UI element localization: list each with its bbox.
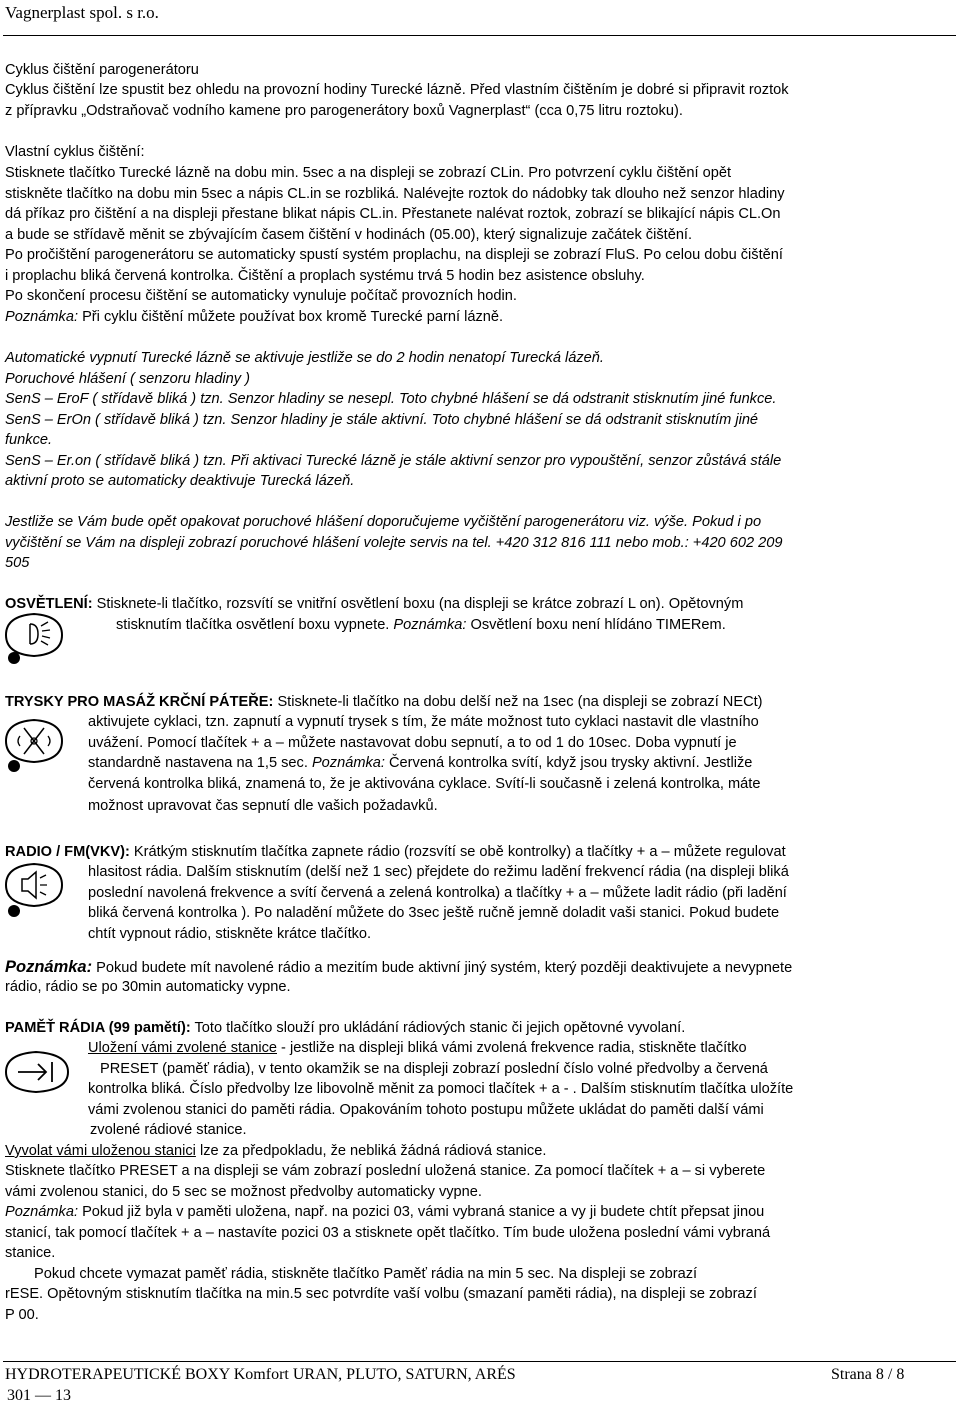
paragraph-line: i proplachu bliká červená kontrolka. Čištění a proplach systému trvá 5 hodin bez asistence obsluhy. bbox=[5, 268, 645, 284]
page-header bbox=[3, 0, 956, 36]
radio-note-text: Pokud budete mít navolené rádio a mezitím bude aktivní jiný systém, který později deaktivujete a nevypnete bbox=[92, 960, 793, 976]
jets-line bbox=[88, 753, 752, 774]
speaker-button-icon bbox=[2, 856, 68, 918]
light-text: Stisknete-li tlačítko, rozsvítí se vnitřní osvětlení boxu (na displeji se krátce zobrazí L on). Opětovným bbox=[92, 596, 744, 612]
radio-note-line bbox=[5, 957, 792, 979]
memory-line bbox=[5, 1018, 685, 1039]
footer-title: HYDROTERAPEUTICKÉ BOXY Komfort URAN, PLUTO, SATURN, ARÉS bbox=[5, 1366, 516, 1383]
memory-text: Pokud již byla v paměti uložena, např. na pozici 03, vámi vybraná stanice a vy ji budete chtít přepsat jinou bbox=[78, 1204, 765, 1220]
paragraph-line: Stisknete tlačítko Turecké lázně na dobu min. 5sec a na displeji se zobrazí CLin. Pro potvrzení cyklu čištění opět bbox=[5, 165, 732, 181]
error-line: funkce. bbox=[5, 432, 53, 448]
memory-text: - jestliže na displeji bliká vámi zvolená frekvence radia, stiskněte tlačítko bbox=[277, 1040, 747, 1056]
memory-text: Toto tlačítko slouží pro ukládání rádiových stanic či jejich opětovné vyvolaní. bbox=[190, 1020, 686, 1036]
document-code: 301 — 13 bbox=[7, 1387, 71, 1404]
lamp-button-icon bbox=[2, 606, 68, 664]
subtitle-own-cycle: Vlastní cyklus čištění: bbox=[5, 144, 145, 160]
jets-line: červená kontrolka bliká, znamená to, že je aktivována cyklace. Svítí-li současně i zelená kontrolka, máte bbox=[88, 776, 761, 792]
service-line: Jestliže se Vám bude opět opakovat poruchové hlášení doporučujeme vyčištění parogenerátoru viz. výše. Pokud i po bbox=[5, 514, 762, 530]
jets-line: aktivujete cyklaci, tzn. zapnutí a vypnutí trysek s tím, že máte možnost tuto cyklaci nastavit dle vlastního bbox=[88, 714, 759, 730]
service-line: 505 bbox=[5, 555, 30, 571]
memory-label: PAMĚŤ RÁDIA (99 pamětí): bbox=[5, 1020, 191, 1036]
light-label: OSVĚTLENÍ: bbox=[5, 596, 93, 612]
memory-line bbox=[88, 1038, 747, 1059]
jets-text: standardně nastavena na 1,5 sec. bbox=[88, 755, 312, 771]
paragraph-line: Po skončení procesu čištění se automaticky vynuluje počítač provozních hodin. bbox=[5, 288, 517, 304]
memory-line: vámi zvolenou stanici do paměti rádia. Opakováním tohoto postupu můžete ukládat do paměti další vámi bbox=[88, 1102, 764, 1118]
preset-button-icon bbox=[2, 1048, 72, 1100]
error-line: SenS – ErOn ( střídavě bliká ) tzn. Senzor hladiny je stále aktivní. Toto chybné hlášení se dá odstranit stisknutím jiné bbox=[5, 412, 759, 428]
jets-line bbox=[5, 692, 763, 713]
memory-line bbox=[5, 1202, 764, 1223]
memory-line: kontrolka bliká. Číslo předvolby lze libovolně měnit za pomoci tlačítek + a - . Dalším stisknutím tlačítka uložíte bbox=[88, 1081, 794, 1097]
paragraph-line: Po pročištění parogenerátoru se automaticky spustí systém proplachu, na displeji se zobrazí FluS. Po celou dobu čištění bbox=[5, 247, 783, 263]
memory-line: PRESET (paměť rádia), v tento okamžik se na displeji zobrazí poslední číslo volné předvolby a červená bbox=[100, 1061, 768, 1077]
memory-text: lze za předpokladu, že nebliká žádná rádiová stanice. bbox=[195, 1143, 547, 1159]
error-line: aktivní proto se automaticky deaktivuje Turecká lázeň. bbox=[5, 473, 355, 489]
company-name: Vagnerplast spol. s r.o. bbox=[5, 3, 159, 22]
memory-subheading: Uložení vámi zvolené stanice bbox=[88, 1040, 277, 1056]
paragraph-line: a bude se střídavě měnit se zbývajícím časem čištění v hodinách (05.00), který signalizuje začátek čištění. bbox=[5, 227, 693, 243]
memory-line: stanice. bbox=[5, 1245, 56, 1261]
page-number: Strana 8 / 8 bbox=[831, 1366, 905, 1383]
auto-off-line: Automatické vypnutí Turecké lázně se aktivuje jestliže se do 2 hodin nenatopí Turecká lázeň. bbox=[5, 350, 604, 366]
jets-line: uvážení. Pomocí tlačítek + a – můžete nastavovat dobu sepnutí, a to od 1 do 10sec. Doba vypnutí je bbox=[88, 735, 737, 751]
paragraph-line: dá příkaz pro čištění a na displeji přestane blikat nápis CL.in. Přestanete nalévat roztok, zobrazí se blikající nápis CL.On bbox=[5, 206, 781, 222]
jets-text: Červená kontrolka svítí, když jsou trysky aktivní. Jestliže bbox=[384, 755, 753, 771]
note-label: Poznámka: bbox=[5, 958, 93, 976]
service-line: vyčištění se Vám na displeji zobrazí poruchové hlášení volejte servis na tel. +420 312 816 111 nebo mob.: +420 602 209 bbox=[5, 535, 783, 551]
memory-line: Pokud chcete vymazat paměť rádia, stiskněte tlačítko Paměť rádia na min 5 sec. Na displeji se zobrazí bbox=[34, 1266, 698, 1282]
error-line: SenS – EroF ( střídavě bliká ) tzn. Senzor hladiny se nesepl. Toto chybné hlášení se dá odstranit stisknutím jiné funkce. bbox=[5, 391, 777, 407]
memory-line: zvolené rádiové stanice. bbox=[90, 1122, 247, 1138]
page-footer bbox=[3, 1361, 956, 1404]
section-title-cleaning: Cyklus čištění parogenerátoru bbox=[5, 62, 199, 78]
light-line bbox=[5, 594, 743, 615]
error-line: SenS – Er.on ( střídavě bliká ) tzn. Při aktivaci Turecké lázně je stále aktivní senzor pro vypouštění, senzor zůstává stále bbox=[5, 453, 782, 469]
note-label: Poznámka: bbox=[311, 755, 385, 771]
memory-line: rESE. Opětovným stisknutím tlačítka na min.5 sec potvrdíte vaší volbu (smazaní paměti rádia), na displeji se zobrazí bbox=[5, 1286, 757, 1302]
radio-text: Krátkým stisknutím tlačítka zapnete rádio (rozsvítí se obě kontrolky) a tlačítky + a – můžete regulovat bbox=[129, 844, 786, 860]
radio-line: chtít vypnout rádio, stiskněte krátce tlačítko. bbox=[88, 926, 372, 942]
paragraph-line: z přípravku „Odstraňovač vodního kamene pro parogenerátory boxů Vagnerplast“ (cca 0,75 litru roztoku). bbox=[5, 103, 683, 119]
memory-line: stanicí, tak pomocí tlačítek + a – nastavíte pozici 03 a stisknete opět tlačítko. Tím bude uložena poslední vámi vybraná bbox=[5, 1225, 771, 1241]
note-label: Poznámka: bbox=[5, 1204, 79, 1220]
paragraph-line: Cyklus čištění lze spustit bez ohledu na provozní hodiny Turecké lázně. Před vlastním čištěním je dobré si připravit roztok bbox=[5, 82, 789, 98]
light-text: Osvětlení boxu není hlídáno TIMERem. bbox=[466, 617, 726, 633]
radio-line bbox=[5, 842, 786, 863]
radio-line: poslední navolená frekvence a svítí červená a zelená kontrolka) a tlačítky + a – můžete ladit rádio (při ladění bbox=[88, 885, 787, 901]
jets-line: možnost upravovat čas sepnutí dle vašich požadavků. bbox=[88, 798, 438, 814]
radio-note-line: rádio, rádio se po 30min automaticky vypne. bbox=[5, 979, 291, 995]
paragraph-line: stiskněte tlačítko na dobu min 5sec a nápis CL.in se rozbliká. Nalévejte roztok do nádobky tak dlouho než senzor hladiny bbox=[5, 186, 785, 202]
memory-line bbox=[5, 1141, 546, 1162]
note-text: Při cyklu čištění můžete používat box kromě Turecké parní lázně. bbox=[78, 309, 504, 325]
error-heading: Poruchové hlášení ( senzoru hladiny ) bbox=[5, 371, 250, 387]
note-label: Poznámka: bbox=[5, 309, 79, 325]
memory-line: P 00. bbox=[5, 1307, 39, 1323]
radio-label: RADIO / FM(VKV): bbox=[5, 844, 130, 860]
radio-line: bliká červená kontrolka ). Po naladění můžete do 3sec ještě ručně jemně doladit vaši stanici. Pokud budete bbox=[88, 905, 780, 921]
jets-label: TRYSKY PRO MASÁŽ KRČNÍ PÁTEŘE: bbox=[5, 694, 274, 710]
light-line bbox=[116, 615, 726, 636]
memory-line: Stisknete tlačítko PRESET a na displeji se vám zobrazí poslední uložená stanice. Za pomocí tlačítek + a – si vyberete bbox=[5, 1163, 766, 1179]
note-line bbox=[5, 307, 503, 328]
radio-line: hlasitost rádia. Dalším stisknutím (delší než 1 sec) přejdete do režimu ladění frekvencí rádia (na displeji bliká bbox=[88, 864, 789, 880]
memory-subheading: Vyvolat vámi uloženou stanici bbox=[5, 1143, 196, 1159]
jets-text: Stisknete-li tlačítko na dobu delší než na 1sec (na displeji se zobrazí NECt) bbox=[273, 694, 763, 710]
light-text: stisknutím tlačítka osvětlení boxu vypnete. bbox=[116, 617, 394, 633]
jets-button-icon bbox=[2, 714, 68, 772]
memory-line: vámi zvolenou stanici, do 5 sec se možnost předvolby automaticky vypne. bbox=[5, 1184, 482, 1200]
note-label: Poznámka: bbox=[393, 617, 467, 633]
